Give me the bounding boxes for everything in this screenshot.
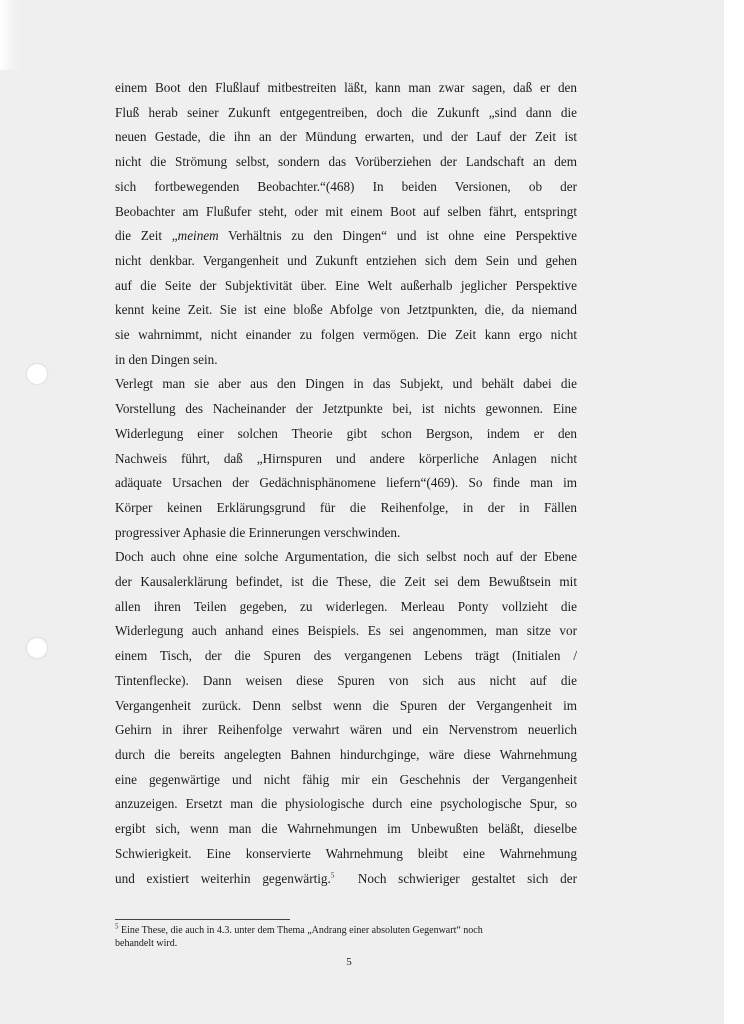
punch-hole-bottom bbox=[27, 638, 47, 658]
text-line-31: ergibt sich, wenn man die Wahrnehmungen im Unbewußten beläßt, dieselbe bbox=[115, 821, 577, 837]
text-line-5: sich fortbewegenden Beobachter.“(468) In beiden Versionen, ob der bbox=[115, 178, 577, 194]
text-line-1: einem Boot den Flußlauf mitbestreiten läßt, kann man zwar sagen, daß er den bbox=[115, 80, 577, 95]
text-line-33-end: Noch schwieriger gestaltet sich der bbox=[357, 870, 578, 886]
body-text bbox=[115, 76, 577, 891]
footnote-divider bbox=[115, 919, 290, 920]
text-line-18: Körper keinen Erklärungsgrund für die Reihenfolge, in der in Fällen bbox=[115, 499, 577, 515]
text-line-33-start: und existiert weiterhin gegenwärtig. bbox=[115, 870, 331, 886]
footnote-line-1 bbox=[115, 924, 577, 937]
footnote-text-1: Eine These, die auch in 4.3. unter dem Thema „Andrang einer absoluten Gegenwart“ noch bbox=[118, 925, 483, 936]
text-line-14: Vorstellung des Nacheinander der Jetztpunkte bei, ist nichts gewonnen. Eine bbox=[115, 401, 577, 417]
text-line-9: auf die Seite der Subjektivität über. Eine Welt außerhalb jeglicher Perspektive bbox=[115, 277, 577, 293]
text-line-2: Fluß herab seiner Zukunft entgegentreiben, doch die Zukunft „sind dann die bbox=[115, 104, 577, 120]
text-line-17: adäquate Ursachen der Gedächnisphänomene liefern“(469). So finde man im bbox=[115, 475, 577, 491]
footnote-line-2: behandelt wird. bbox=[115, 938, 178, 949]
text-line-25: Tintenflecke). Dann weisen diese Spuren von sich aus nicht auf die bbox=[115, 672, 577, 688]
italic-emphasis: meinem bbox=[177, 228, 219, 244]
text-line-15: Widerlegung einer solchen Theorie gibt schon Bergson, indem er den bbox=[115, 425, 577, 441]
text-line-13: Verlegt man sie aber aus den Dingen in das Subjekt, und behält dabei die bbox=[115, 376, 577, 392]
footnote-reference[interactable]: 5 bbox=[330, 871, 335, 880]
text-line-8: nicht denkbar. Vergangenheit und Zukunft entziehen sich dem Sein und gehen bbox=[115, 252, 577, 268]
text-line-23: Widerlegung auch anhand eines Beispiels. Es sei angenommen, man sitze vor bbox=[115, 623, 577, 639]
text-line-28: durch die bereits angelegten Bahnen hindurchginge, wäre diese Wahrnehmung bbox=[115, 746, 577, 762]
text-line-26: Vergangenheit zurück. Denn selbst wenn die Spuren der Vergangenheit im bbox=[115, 697, 577, 713]
text-line-21: der Kausalerklärung befindet, ist die These, die Zeit sei dem Bewußtsein mit bbox=[115, 574, 577, 590]
text-line-7-end: Verhältnis zu den Dingen“ und ist ohne eine Perspektive bbox=[218, 228, 578, 244]
text-line-3: neuen Gestade, die ihn an der Mündung erwarten, und der Lauf der Zeit ist bbox=[115, 129, 577, 145]
text-line-24: einem Tisch, der die Spuren des vergangenen Lebens trägt (Initialen / bbox=[115, 648, 577, 664]
punch-hole-top bbox=[27, 364, 47, 384]
text-line-27: Gehirn in ihrer Reihenfolge verwahrt wären und ein Nervenstrom neuerlich bbox=[115, 722, 577, 738]
text-line-22: allen ihren Teilen gegeben, zu widerlegen. Merleau Ponty vollzieht die bbox=[115, 598, 577, 614]
text-line-4: nicht die Strömung selbst, sondern das Vorüberziehen der Landschaft an dem bbox=[115, 154, 577, 170]
text-line-29: eine gegenwärtige und nicht fähig mir ein Geschehnis der Vergangenheit bbox=[115, 771, 577, 787]
text-line-20: Doch auch ohne eine solche Argumentation, die sich selbst noch auf der Ebene bbox=[115, 549, 577, 565]
scan-margin bbox=[724, 0, 744, 1024]
text-line-33 bbox=[115, 867, 577, 892]
text-line-16: Nachweis führt, daß „Hirnspuren und andere körperliche Anlagen nicht bbox=[115, 450, 577, 466]
footnote-marker: 5 bbox=[115, 922, 119, 931]
text-line-11: sie wahrnimmt, nicht einander zu folgen vermögen. Die Zeit kann ergo nicht bbox=[115, 327, 577, 343]
text-line-32: Schwierigkeit. Eine konservierte Wahrnehmung bleibt eine Wahrnehmung bbox=[115, 845, 577, 861]
page-number: 5 bbox=[346, 956, 352, 968]
text-line-30: anzuzeigen. Ersetzt man die physiologische durch eine psychologische Spur, so bbox=[115, 796, 577, 812]
text-line-19: progressiver Aphasie die Erinnerungen verschwinden. bbox=[115, 524, 401, 540]
text-line-6: Beobachter am Flußufer steht, oder mit einem Boot auf selben fährt, entspringt bbox=[115, 203, 577, 219]
text-line-12: in den Dingen sein. bbox=[115, 351, 218, 367]
text-line-10: kennt keine Zeit. Sie ist eine bloße Abfolge von Jetztpunkten, die, da niemand bbox=[115, 302, 577, 318]
footnote bbox=[115, 924, 577, 950]
text-line-7 bbox=[115, 224, 577, 249]
text-line-7-start: die Zeit „ bbox=[115, 228, 178, 244]
scan-corner-fold bbox=[0, 0, 20, 70]
